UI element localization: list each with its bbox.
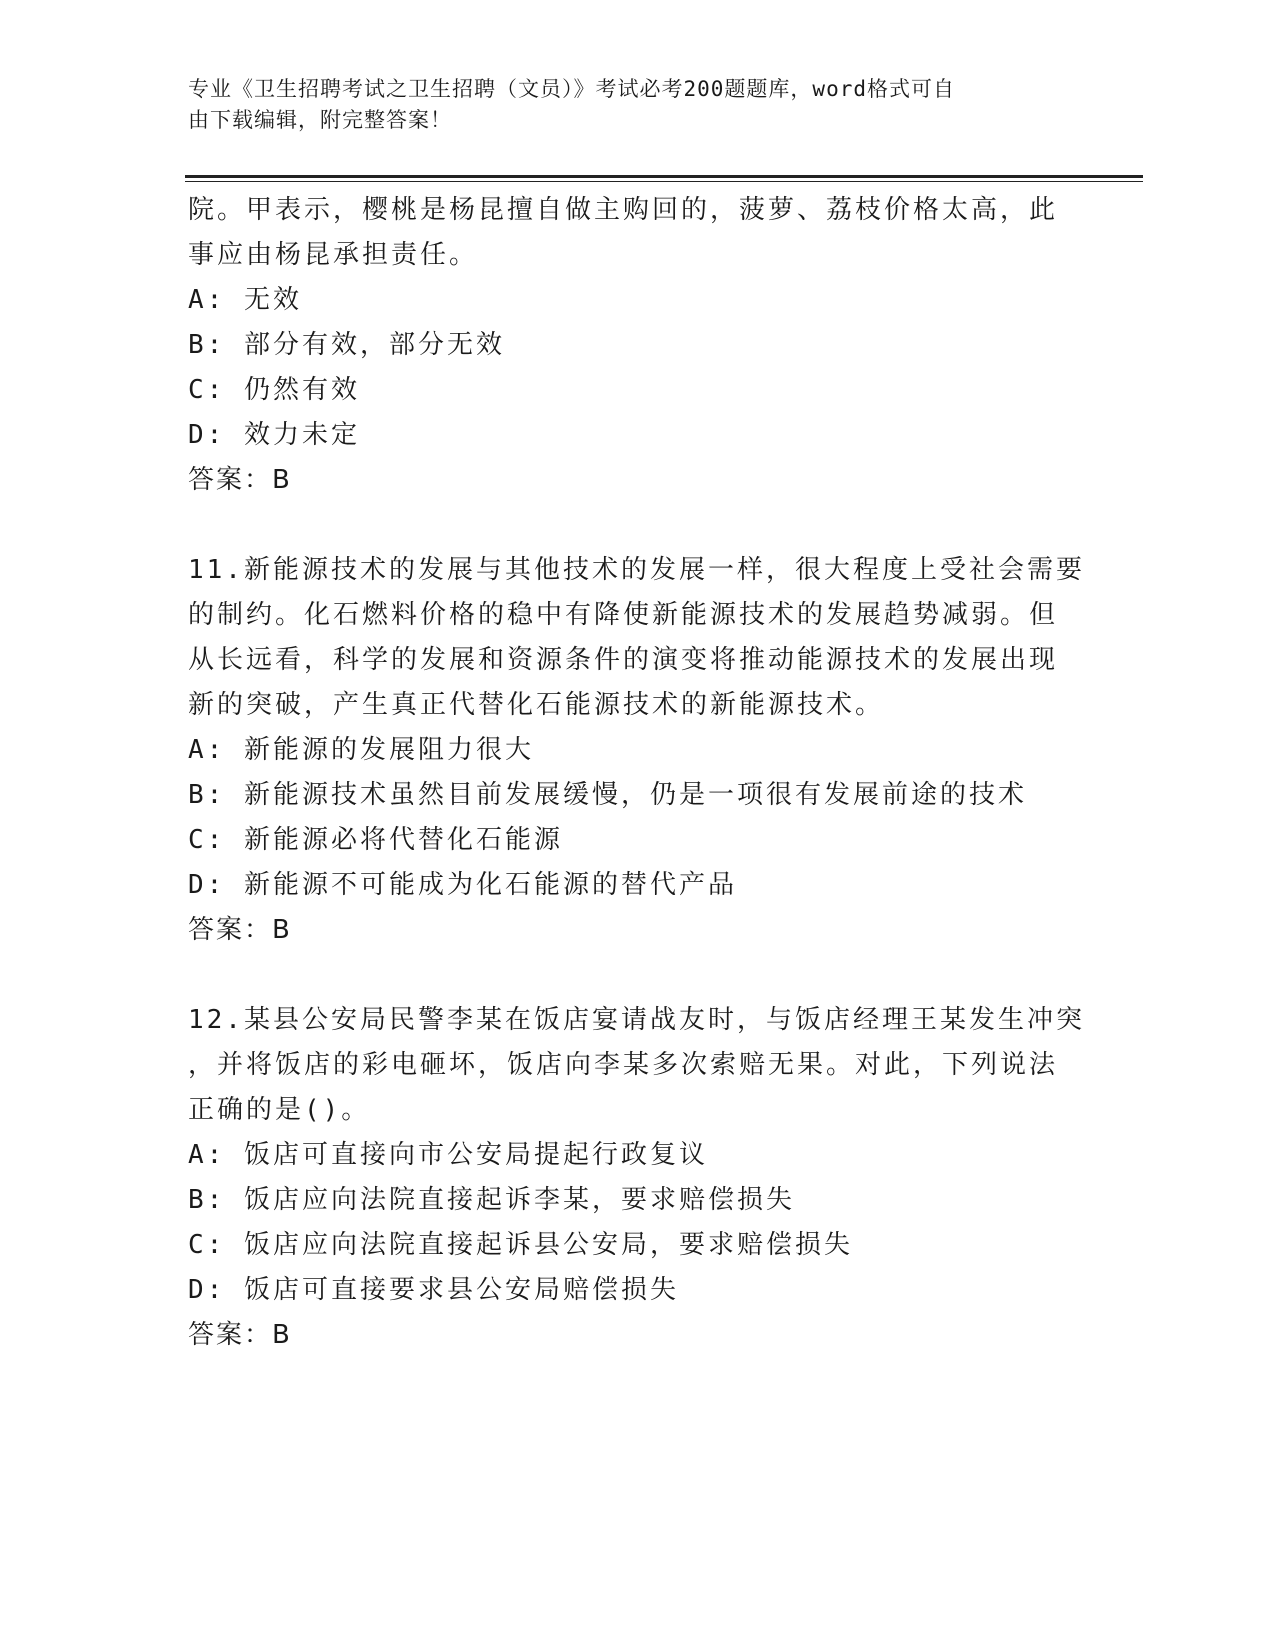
- document-header: [188, 74, 1068, 136]
- question-text-line: 从长远看，科学的发展和资源条件的演变将推动能源技术的发展出现: [188, 645, 1059, 675]
- question-text-line: 院。甲表示，樱桃是杨昆擅自做主购回的，菠萝、荔枝价格太高，此: [188, 195, 1059, 225]
- question-11: [188, 548, 1088, 953]
- question-content: [188, 188, 1088, 1358]
- option-a: A: 新能源的发展阻力很大: [188, 735, 534, 765]
- header-line-2: 由下载编辑，附完整答案！: [188, 108, 452, 132]
- option-c: C: 新能源必将代替化石能源: [188, 825, 563, 855]
- question-spacer: [188, 503, 1088, 548]
- option-d: D: 新能源不可能成为化石能源的替代产品: [188, 870, 737, 900]
- option-a: A: 无效: [188, 285, 302, 315]
- question-10: [188, 188, 1088, 503]
- answer-line: 答案：B: [188, 465, 292, 495]
- option-b: B: 饭店应向法院直接起诉李某，要求赔偿损失: [188, 1185, 795, 1215]
- option-d: D: 效力未定: [188, 420, 360, 450]
- question-text-line: 新的突破，产生真正代替化石能源技术的新能源技术。: [188, 690, 885, 720]
- question-text-line: ，并将饭店的彩电砸坏，饭店向李某多次索赔无果。对此，下列说法: [188, 1050, 1059, 1080]
- option-a: A: 饭店可直接向市公安局提起行政复议: [188, 1140, 708, 1170]
- question-text-line: 事应由杨昆承担责任。: [188, 240, 479, 270]
- option-c: C: 饭店应向法院直接起诉县公安局，要求赔偿损失: [188, 1230, 853, 1260]
- option-d: D: 饭店可直接要求县公安局赔偿损失: [188, 1275, 679, 1305]
- question-text-line: 的制约。化石燃料价格的稳中有降使新能源技术的发展趋势减弱。但: [188, 600, 1059, 630]
- answer-line: 答案：B: [188, 915, 292, 945]
- option-b: B: 新能源技术虽然目前发展缓慢，仍是一项很有发展前途的技术: [188, 780, 1027, 810]
- header-line-1: 专业《卫生招聘考试之卫生招聘（文员）》考试必考200题题库，word格式可自: [188, 77, 955, 101]
- question-text-line: 正确的是()。: [188, 1095, 371, 1125]
- header-rule-thick: [185, 175, 1143, 178]
- header-rule-thin: [185, 181, 1143, 182]
- question-text-line: 12.某县公安局民警李某在饭店宴请战友时，与饭店经理王某发生冲突: [188, 1005, 1085, 1035]
- question-spacer: [188, 953, 1088, 998]
- answer-line: 答案：B: [188, 1320, 292, 1350]
- question-12: [188, 998, 1088, 1358]
- option-c: C: 仍然有效: [188, 375, 360, 405]
- option-b: B: 部分有效，部分无效: [188, 330, 505, 360]
- question-text-line: 11.新能源技术的发展与其他技术的发展一样，很大程度上受社会需要: [188, 555, 1085, 585]
